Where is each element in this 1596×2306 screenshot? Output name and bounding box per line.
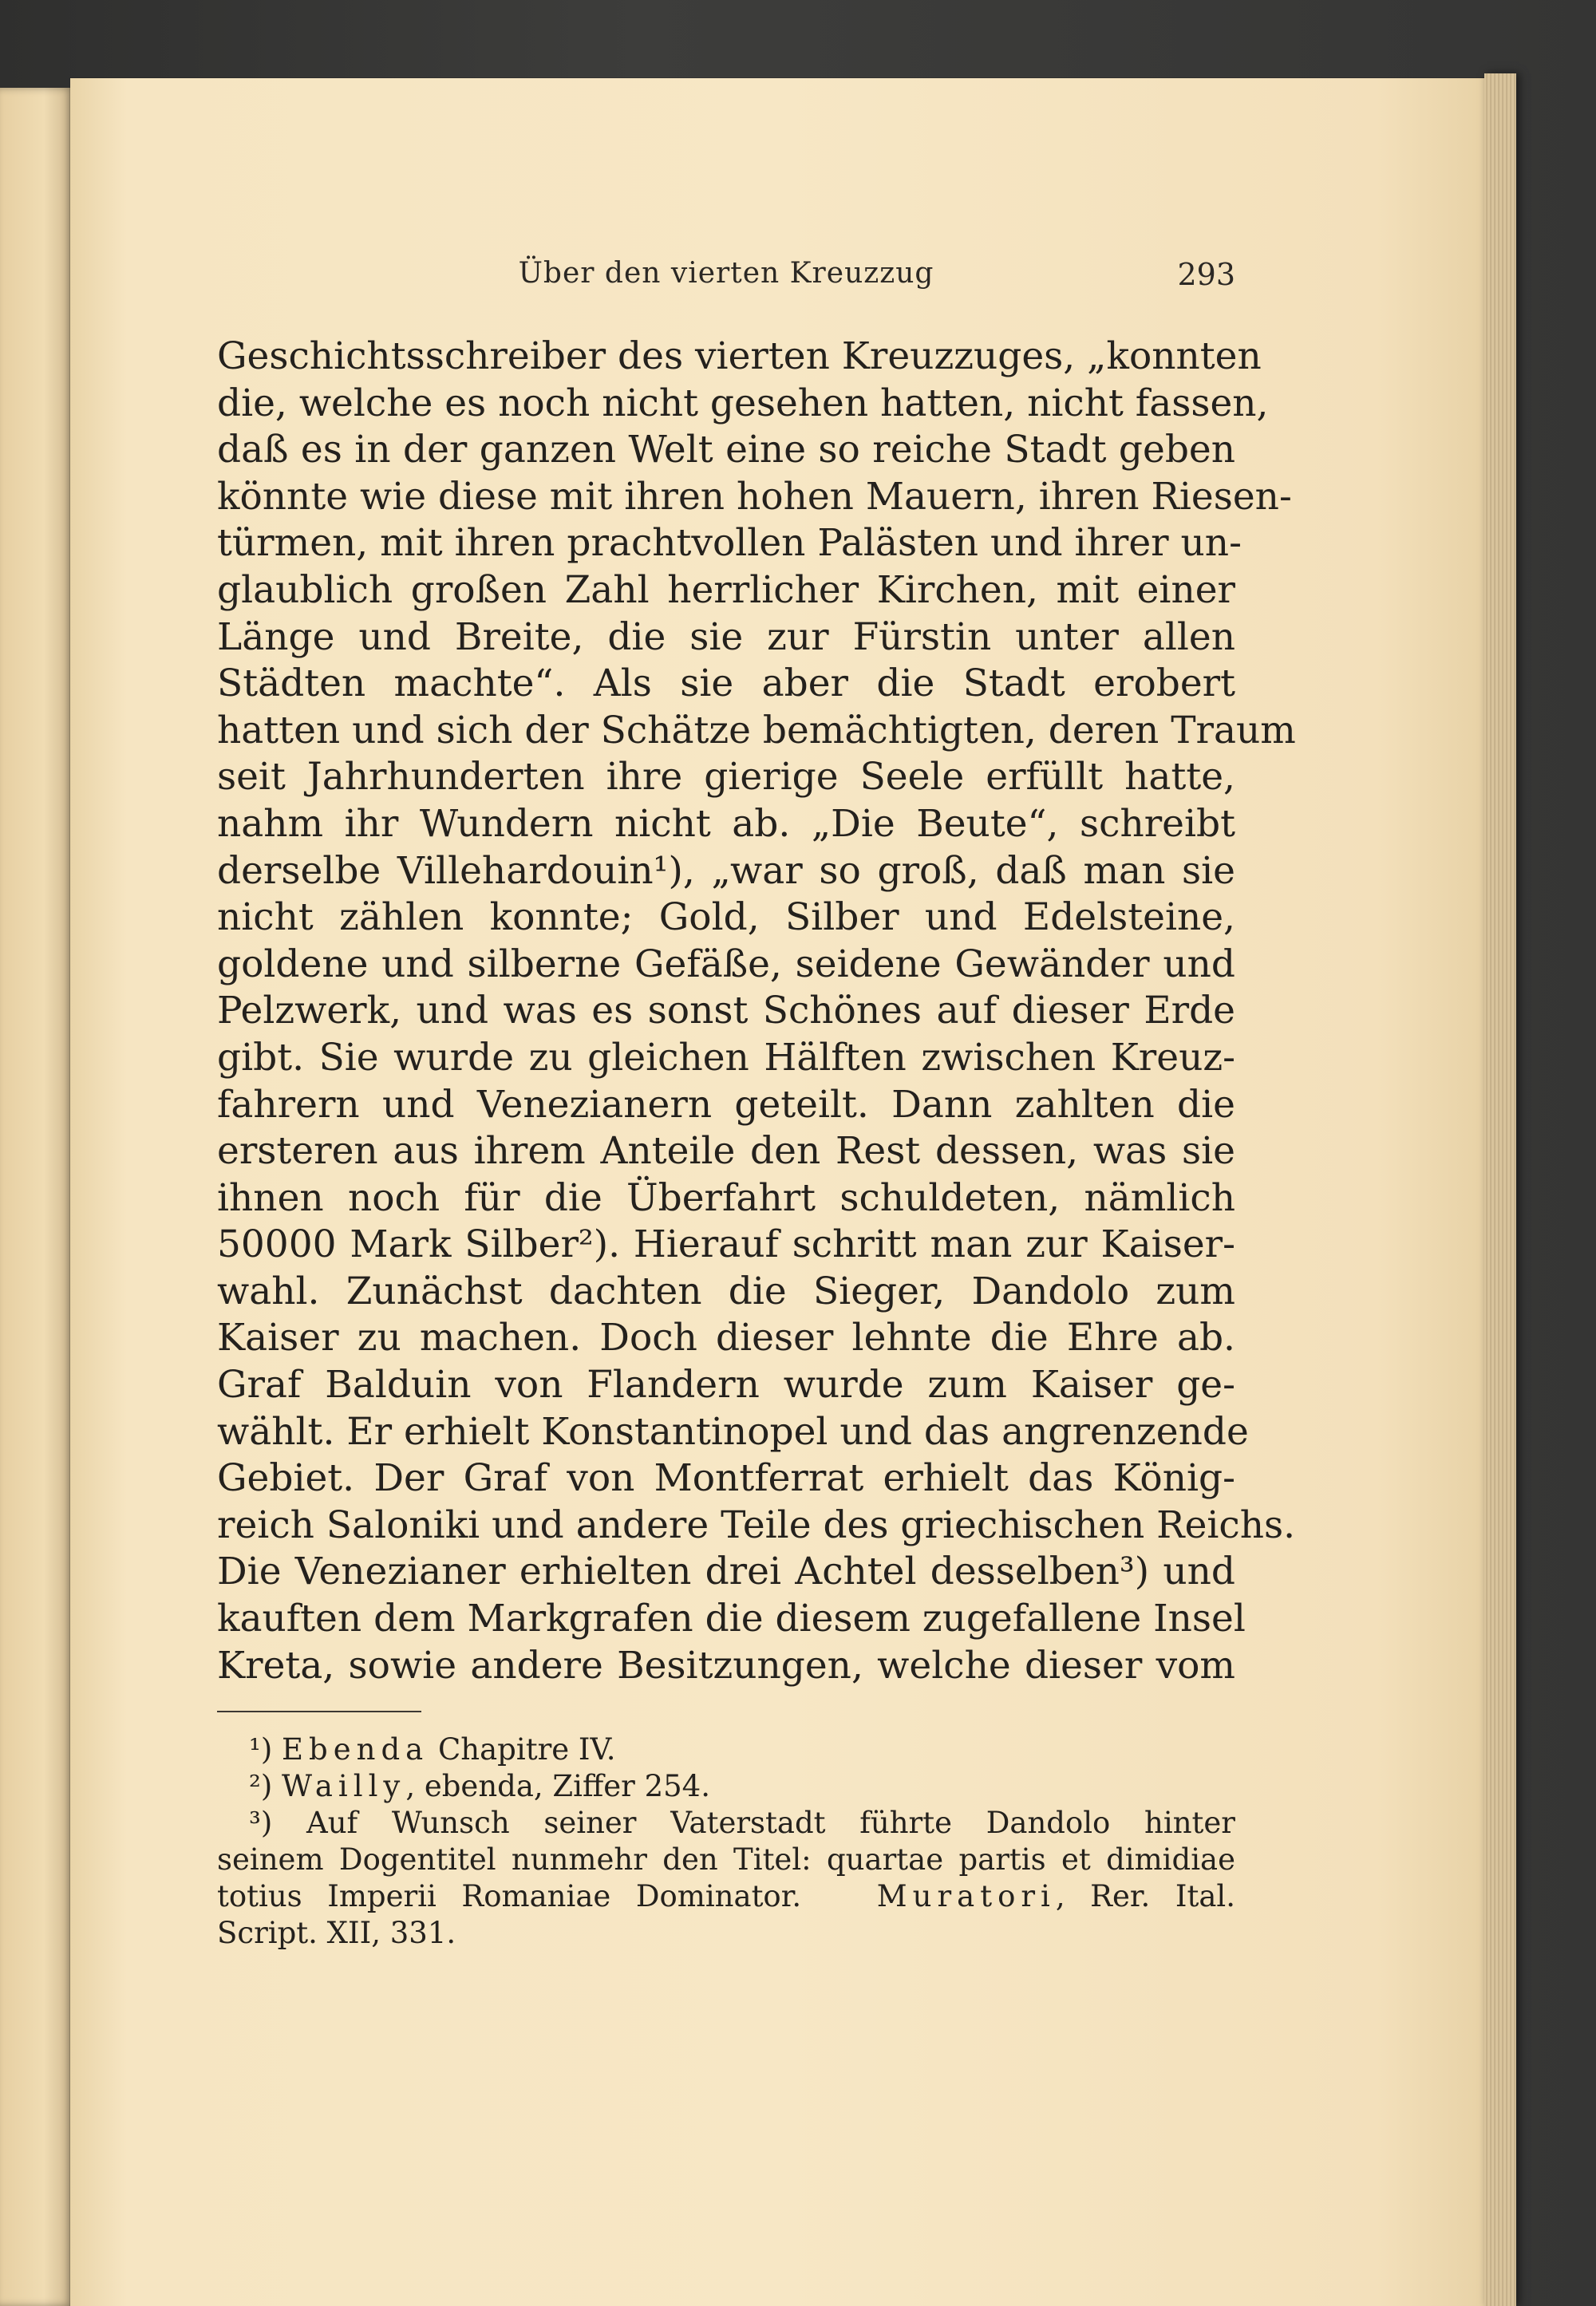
text-line: goldene und silberne Gefäße, seidene Gewänder und xyxy=(217,942,1235,986)
footnote-text: , ebenda, Ziffer 254. xyxy=(405,1769,710,1803)
text-line: Graf Balduin von Flandern wurde zum Kaiser ge- xyxy=(217,1363,1235,1408)
text-line: Kaiser zu machen. Doch dieser lehnte die Ehre ab. xyxy=(217,1316,1235,1360)
text-line: Geschichtsschreiber des vierten Kreuzzuges, „konnten xyxy=(217,334,1262,378)
text-line: glaublich großen Zahl herrlicher Kirchen, mit einer xyxy=(217,567,1235,612)
footnote-3-line: seinem Dogentitel nunmehr den Titel: quartae partis et dimidiae xyxy=(217,1842,1235,1877)
text-line: nahm ihr Wundern nicht ab. „Die Beute“, schreibt xyxy=(217,801,1235,846)
text-line: ersteren aus ihrem Anteile den Rest dessen, was sie xyxy=(217,1129,1235,1174)
footnote-mark: ²) xyxy=(249,1769,273,1803)
text-line: die, welche es noch nicht gesehen hatten, nicht fassen, xyxy=(217,381,1269,425)
text-line: derselbe Villehardouin¹), „war so groß, daß man sie xyxy=(217,848,1235,893)
footnote-3-line xyxy=(217,1878,1235,1915)
text-line: wahl. Zunächst dachten die Sieger, Dandolo zum xyxy=(217,1269,1235,1313)
facing-page-edge xyxy=(0,88,73,2306)
footnote-3-line: ³) Auf Wunsch seiner Vaterstadt führte Dandolo hinter xyxy=(249,1806,1235,1840)
footnote-author: Wailly xyxy=(282,1769,406,1803)
footnote-rule xyxy=(217,1711,421,1712)
page-block-edge xyxy=(1484,73,1516,2306)
footnote-mark: ¹) xyxy=(249,1732,273,1767)
footnotes xyxy=(217,1731,1235,1952)
footnote-text: Chapitre IV. xyxy=(429,1732,616,1767)
footnote-text: , Rer. Ital. xyxy=(1055,1879,1235,1913)
text-line: seit Jahrhunderten ihre gierige Seele erfüllt hatte, xyxy=(217,755,1235,800)
text-line: 50000 Mark Silber²). Hierauf schritt man zur Kaiser- xyxy=(217,1222,1235,1267)
text-line: daß es in der ganzen Welt eine so reiche Stadt geben xyxy=(217,428,1235,472)
text-line: Die Venezianer erhielten drei Achtel desselben³) und xyxy=(217,1550,1235,1594)
text-line: gibt. Sie wurde zu gleichen Hälften zwischen Kreuz- xyxy=(217,1035,1235,1080)
text-line: hatten und sich der Schätze bemächtigten, deren Traum xyxy=(217,708,1296,752)
text-line: Gebiet. Der Graf von Montferrat erhielt das König- xyxy=(217,1456,1235,1501)
text-line: Pelzwerk, und was es sonst Schönes auf dieser Erde xyxy=(217,989,1235,1033)
footnote-1 xyxy=(217,1731,1235,1768)
footnote-2 xyxy=(217,1768,1235,1805)
text-line: Kreta, sowie andere Besitzungen, welche dieser vom xyxy=(217,1643,1235,1688)
text-line: ihnen noch für die Überfahrt schuldeten, nämlich xyxy=(217,1175,1235,1220)
text-line: wählt. Er erhielt Konstantinopel und das angrenzende xyxy=(217,1409,1249,1454)
text-line: Städten machte“. Als sie aber die Stadt erobert xyxy=(217,661,1235,706)
text-line: kauften dem Markgrafen die diesem zugefallene Insel xyxy=(217,1597,1246,1641)
footnote-author: Ebenda xyxy=(282,1732,429,1767)
text-line: türmen, mit ihren prachtvollen Palästen und ihrer un- xyxy=(217,521,1242,566)
running-head-title: Über den vierten Kreuzzug xyxy=(518,257,934,290)
footnote-3-line: Script. XII, 331. xyxy=(217,1916,456,1950)
footnote-author: Muratori xyxy=(876,1879,1056,1913)
page-number: 293 xyxy=(1177,257,1235,292)
footnote-text: totius Imperii Romaniae Dominator. xyxy=(217,1879,802,1913)
body-text xyxy=(217,334,1296,1689)
text-line: Länge und Breite, die sie zur Fürstin unter allen xyxy=(217,614,1235,659)
text-line: nicht zählen konnte; Gold, Silber und Edelsteine, xyxy=(217,895,1235,940)
text-line: fahrern und Venezianern geteilt. Dann zahlten die xyxy=(217,1082,1235,1127)
text-line: reich Saloniki und andere Teile des griechischen Reichs. xyxy=(217,1502,1296,1547)
running-head xyxy=(217,257,1235,305)
text-line: könnte wie diese mit ihren hohen Mauern, ihren Riesen- xyxy=(217,474,1292,519)
